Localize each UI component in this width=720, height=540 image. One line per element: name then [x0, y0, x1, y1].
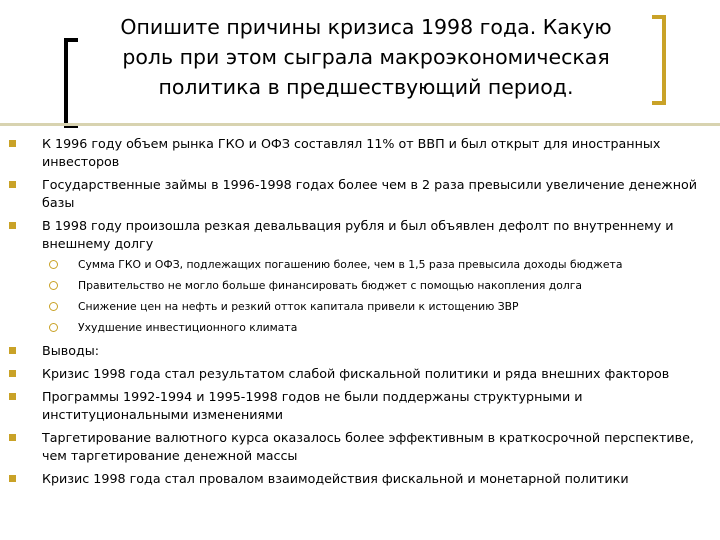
square-bullet-icon	[9, 370, 16, 377]
circle-bullet-icon	[49, 323, 58, 332]
bullet-text: Выводы:	[42, 343, 100, 358]
sub-bullet-item	[0, 279, 720, 293]
circle-bullet-icon	[49, 281, 58, 290]
sub-bullet-item	[0, 258, 720, 272]
bullet-text: К 1996 году объем рынка ГКО и ОФЗ составлял 11% от ВВП и был открыт для иностранных инвесторов	[42, 136, 661, 169]
circle-bullet-icon	[49, 302, 58, 311]
bullet-text: Программы 1992-1994 и 1995-1998 годов не были поддержаны структурными и институциональными изменениями	[42, 389, 583, 422]
bullet-item	[0, 388, 720, 424]
sub-bullet-item	[0, 300, 720, 314]
bullet-text: Таргетирование валютного курса оказалось более эффективным в краткосрочной перспективе, чем таргетирование денежной массы	[42, 430, 694, 463]
sub-bullet-text: Снижение цен на нефть и резкий отток капитала привели к истощению ЗВР	[78, 300, 519, 313]
sub-bullet-text: Правительство не могло больше финансировать бюджет с помощью накопления долга	[78, 279, 583, 292]
bullet-item	[0, 135, 720, 171]
bullet-item	[0, 429, 720, 465]
bullet-item	[0, 176, 720, 212]
right-bracket-decoration	[652, 15, 666, 105]
title-area	[0, 0, 720, 142]
bullet-item	[0, 470, 720, 488]
square-bullet-icon	[9, 347, 16, 354]
bullet-text: Кризис 1998 года стал провалом взаимодействия фискальной и монетарной политики	[42, 471, 629, 486]
bullet-item	[0, 217, 720, 253]
title-divider	[0, 123, 720, 126]
slide-title: Опишите причины кризиса 1998 года. Какую роль при этом сыграла макроэкономическая политика в предшествующий период.	[120, 15, 612, 99]
square-bullet-icon	[9, 140, 16, 147]
sub-bullet-text: Ухудшение инвестиционного климата	[78, 321, 298, 334]
bullet-text: Государственные займы в 1996-1998 годах более чем в 2 раза превысили увеличение денежной базы	[42, 177, 698, 210]
sub-bullet-item	[0, 321, 720, 335]
bullet-text: Кризис 1998 года стал результатом слабой фискальной политики и ряда внешних факторов	[42, 366, 670, 381]
bullet-text: В 1998 году произошла резкая девальвация рубля и был объявлен дефолт по внутреннему и внешнему долгу	[42, 218, 674, 251]
left-bracket-decoration	[64, 38, 78, 128]
circle-bullet-icon	[49, 260, 58, 269]
square-bullet-icon	[9, 434, 16, 441]
square-bullet-icon	[9, 181, 16, 188]
bullet-item	[0, 342, 720, 360]
sub-bullet-text: Сумма ГКО и ОФЗ, подлежащих погашению более, чем в 1,5 раза превысила доходы бюджета	[78, 258, 623, 271]
square-bullet-icon	[9, 222, 16, 229]
square-bullet-icon	[9, 393, 16, 400]
bullet-list	[0, 135, 720, 493]
bullet-item	[0, 365, 720, 383]
square-bullet-icon	[9, 475, 16, 482]
